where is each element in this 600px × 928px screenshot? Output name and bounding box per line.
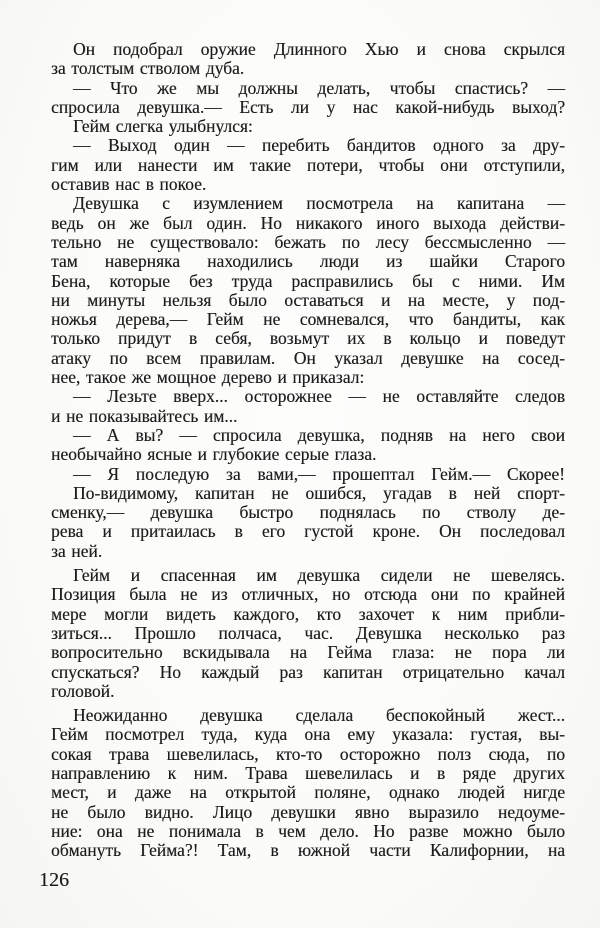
text-line: Он подобрал оружие Длинного Хью и снова скрылся: [73, 39, 565, 59]
text-line: ни минуты нельзя было оставаться и на месте, у под-: [51, 289, 565, 310]
text-line: необычайно ясные и глубокие серые глаза.: [51, 444, 377, 465]
text-line: гим или нанести им такие потери, чтобы они отступили,: [51, 154, 565, 175]
paragraph: [51, 706, 565, 860]
text-line: ножья дерева,— Гейм не сомневался, что бандиты, как: [51, 309, 565, 330]
text-line: Девушка с изумлением посмотрела на капитана —: [73, 193, 565, 214]
text-line: вопросительно вскидывала на Гейма глаза: не пора ли: [51, 642, 565, 663]
text-line: атаку по всем правилам. Он указал девушке на сосед-: [51, 347, 565, 368]
text-line: — Выход один — перебить бандитов одного за дру-: [73, 135, 565, 156]
paragraph: [51, 79, 565, 118]
text-line: не было видно. Лицо девушки явно выразило недоуме-: [51, 801, 565, 822]
text-line: ведь он же был один. Но никакого иного выхода действи-: [51, 212, 565, 233]
text-line: оставив нас в покое.: [51, 174, 207, 195]
text-line: спускаться? Но каждый раз капитан отрицательно качал: [51, 661, 565, 682]
text-line: рева и притаилась в его густой кроне. Он последовал: [51, 521, 565, 542]
text-line: и не показывайтесь им...: [51, 405, 238, 426]
text-line: направлению к ним. Трава шевелилась и в ряде других: [51, 762, 565, 783]
page-number: 126: [39, 869, 69, 891]
text-line: тельно не существовало: бежать по лесу бессмысленно —: [51, 231, 565, 252]
text-line: Гейм слегка улыбнулся:: [73, 116, 253, 137]
text-line: По-видимому, капитан не ошибся, угадав в ней спорт-: [73, 482, 565, 503]
text-line: сменку,— девушка быстро поднялась по стволу де-: [51, 502, 565, 523]
text-line: мест, и даже на открытой поляне, однако людей нигде: [51, 782, 565, 803]
text-line: за ней.: [51, 540, 103, 561]
paragraph: [51, 465, 565, 484]
text-line: — Что же мы должны делать, чтобы спастись? —: [73, 77, 565, 98]
text-line: Бена, которые без труда расправились бы с ними. Им: [51, 270, 565, 291]
text-line: Гейм посмотрел туда, куда она ему указала: густая, вы-: [51, 724, 565, 745]
page-text-block: [51, 40, 565, 860]
paragraph: [51, 566, 565, 701]
text-line: там наверняка находились люди из шайки Старого: [51, 251, 565, 272]
text-line: обмануть Гейма?! Там, в южной части Калифорнии, на: [51, 840, 565, 861]
text-line: головой.: [51, 680, 115, 701]
text-line: Позиция была не из отличных, но отсюда они по крайней: [51, 584, 565, 605]
text-line: Неожиданно девушка сделала беспокойный жест...: [73, 705, 565, 726]
paragraph: [51, 117, 565, 136]
text-line: зиться... Прошло полчаса, час. Девушка несколько раз: [51, 622, 565, 643]
paragraph: [51, 387, 565, 426]
paragraph: [51, 484, 565, 561]
text-line: спросила девушка.— Есть ли у нас какой-нибудь выход?: [51, 96, 565, 117]
text-line: — Лезьте вверх... осторожнее — не оставляйте следов: [73, 386, 565, 407]
text-line: нее, такое же мощное дерево и приказал:: [51, 367, 365, 388]
text-line: Гейм и спасенная им девушка сидели не шевелясь.: [73, 565, 565, 586]
text-line: ние: она не понимала в чем дело. Но разве можно было: [51, 820, 565, 841]
paragraph: [51, 426, 565, 465]
paragraph: [51, 194, 565, 387]
text-line: только придут в себя, возьмут их в кольцо и поведут: [51, 328, 565, 349]
text-line: мере могли видеть каждого, кто захочет к ним прибли-: [51, 603, 565, 624]
text-line: сокая трава шевелилась, кто-то осторожно полз сюда, по: [51, 743, 565, 764]
text-line: — А вы? — спросила девушка, подняв на него свои: [73, 424, 565, 445]
paragraph: [51, 136, 565, 194]
text-line: — Я последую за вами,— прошептал Гейм.— Скорее!: [73, 463, 565, 484]
paragraph: [51, 40, 565, 79]
text-line: за толстым стволом дуба.: [51, 58, 245, 79]
